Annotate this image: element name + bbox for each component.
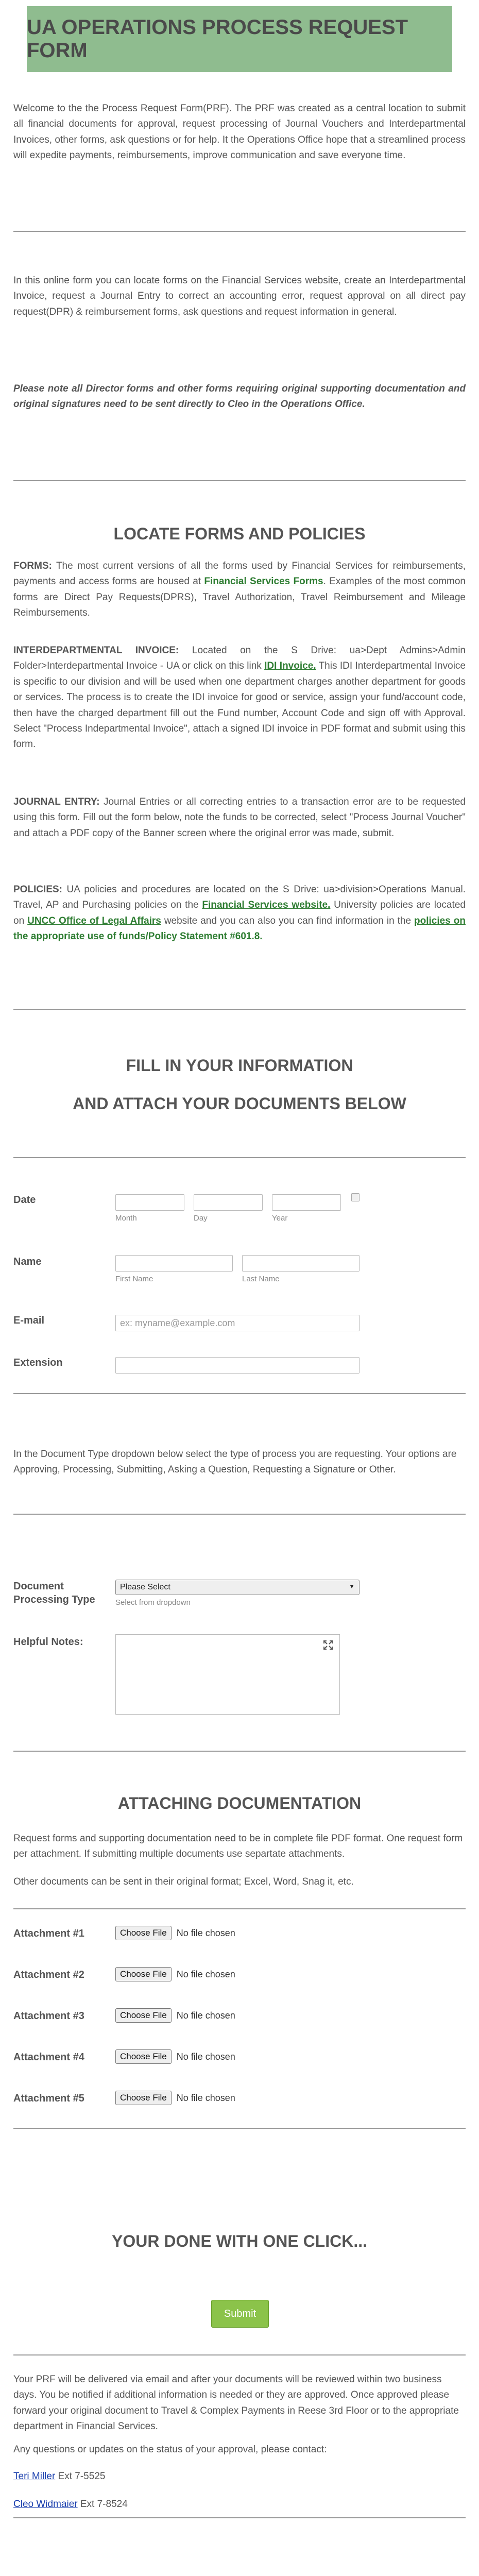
attachment-3-label: Attachment #3 xyxy=(13,2010,84,2022)
file-status: No file chosen xyxy=(176,2051,235,2062)
first-name-input[interactable] xyxy=(115,1255,233,1272)
year-sublabel: Year xyxy=(272,1214,288,1223)
choose-file-button[interactable]: Choose File xyxy=(115,2091,172,2105)
fill-heading: FILL IN YOUR INFORMATION xyxy=(126,1056,353,1075)
file-status: No file chosen xyxy=(176,2092,235,2103)
last-name-input[interactable] xyxy=(242,1255,360,1272)
idi-label: INTERDEPARTMENTAL INVOICE: xyxy=(13,645,179,656)
helpful-notes-label: Helpful Notes: xyxy=(13,1636,83,1648)
choose-file-button[interactable]: Choose File xyxy=(115,2008,172,2023)
locate-heading: LOCATE FORMS AND POLICIES xyxy=(113,524,366,543)
email-field[interactable]: ex: myname@example.com xyxy=(115,1315,360,1331)
forms-text-2: . Examples of the most common forms are Direct Pay Requests(DPRS), Travel Authorization, Travel Reimbursement and Mileage Reimbursements. xyxy=(13,576,466,619)
attaching-heading: ATTACHING DOCUMENTATION xyxy=(117,1794,362,1812)
helpful-notes-textarea[interactable] xyxy=(115,1634,340,1715)
extension-field[interactable] xyxy=(115,1357,360,1374)
attaching-paragraph-1: Request forms and supporting documentation need to be in complete file PDF format. One request form per attachment. If submitting multiple documents use separtate attachments. xyxy=(13,1833,463,1860)
year-input[interactable] xyxy=(272,1194,341,1211)
divider xyxy=(13,2354,466,2355)
attachment-1-label: Attachment #1 xyxy=(13,1928,84,1939)
attachment-3-row xyxy=(115,2008,235,2023)
attachment-2-label: Attachment #2 xyxy=(13,1969,84,1980)
day-input[interactable] xyxy=(194,1194,263,1211)
idi-invoice-link[interactable]: IDI Invoice. xyxy=(264,660,316,672)
submit-button[interactable]: Submit xyxy=(211,2300,269,2328)
attachment-2-row xyxy=(115,1967,235,1981)
journal-entry-paragraph xyxy=(13,794,466,841)
divider xyxy=(13,480,466,481)
last-name-sublabel: Last Name xyxy=(242,1275,280,1283)
attachment-5-row xyxy=(115,2091,235,2105)
form-title: UA OPERATIONS PROCESS REQUEST FORM xyxy=(27,16,408,62)
divider xyxy=(13,1514,466,1515)
calendar-icon[interactable] xyxy=(351,1193,360,1201)
online-paragraph: In this online form you can locate forms on the Financial Services website, create an Interdepartmental Invoice, request a Journal Entry to correct an accounting error, request approval on all direct pay request(DPR) & reimbursement forms, ask questions and request information in general. xyxy=(13,275,466,317)
teri-ext: Ext 7-5525 xyxy=(55,2471,106,2482)
day-sublabel: Day xyxy=(194,1214,208,1223)
month-sublabel: Month xyxy=(115,1214,137,1223)
journal-entry-label: JOURNAL ENTRY: xyxy=(13,796,100,807)
policy-statement-link[interactable]: policies on the appropriate use of funds/Policy Statement #601.8. xyxy=(13,915,466,942)
policies-label: POLICIES: xyxy=(13,884,63,895)
divider xyxy=(13,2517,466,2518)
financial-services-website-link[interactable]: Financial Services website. xyxy=(202,900,331,911)
extension-label: Extension xyxy=(13,1357,63,1368)
idi-text: Located on the S Drive: ua>Dept Admins>Admin Folder>Interdepartmental Invoice - UA or click on this link xyxy=(13,645,466,672)
policies-text: UA policies and procedures are located on the S Drive: ua>division>Operations Manual. Travel, AP and Purchasing policies on the xyxy=(13,884,466,911)
month-input[interactable] xyxy=(115,1194,184,1211)
policies-text-2: University policies are located on xyxy=(13,900,466,926)
policies-paragraph xyxy=(13,882,466,945)
attach-heading: AND ATTACH YOUR DOCUMENTS BELOW xyxy=(73,1094,406,1113)
chevron-down-icon: ▼ xyxy=(349,1583,355,1590)
divider xyxy=(13,231,466,232)
divider xyxy=(13,2128,466,2129)
forms-label: FORMS: xyxy=(13,561,52,571)
name-label: Name xyxy=(13,1256,42,1267)
divider xyxy=(13,1908,466,1909)
contact-intro: Any questions or updates on the status of your approval, please contact: xyxy=(13,2444,327,2455)
date-label: Date xyxy=(13,1194,36,1206)
file-status: No file chosen xyxy=(176,1969,235,1979)
divider xyxy=(13,1393,466,1394)
doctype-sublabel: Select from dropdown xyxy=(115,1598,191,1607)
document-type-selected: Please Select xyxy=(120,1583,170,1591)
doctype-label-line1: Document xyxy=(13,1581,64,1592)
choose-file-button[interactable]: Choose File xyxy=(115,2049,172,2064)
journal-entry-text: Journal Entries or all correcting entries to a transaction error are to be requested using this form. Fill out the form below, note the funds to be corrected, select "Process Journal Voucher" and attach a PDF copy of the Banner screen where the original error was made, submit. xyxy=(13,796,466,839)
doctype-label xyxy=(13,1580,95,1606)
contact-cleo xyxy=(13,2497,466,2512)
expand-icon[interactable] xyxy=(323,1640,333,1650)
contact-teri xyxy=(13,2469,466,2484)
attachment-4-row xyxy=(115,2049,235,2064)
divider xyxy=(13,1157,466,1158)
attachment-5-label: Attachment #5 xyxy=(13,2093,84,2104)
divider xyxy=(13,1009,466,1010)
doctype-intro: In the Document Type dropdown below select the type of process you are requesting. Your options are Approving, Processing, Submitting, Asking a Question, Requesting a Signature or Other. xyxy=(13,1449,457,1476)
intro-paragraph: Welcome to the the Process Request Form(PRF). The PRF was created as a central location to submit all financial documents for approval, request processing of Journal Vouchers and Interdepartmental Invoices, other forms, ask questions or for help. It the Operations Office hope that a streamlined process will expedite payments, reimbursements, improve communication and save everyone time. xyxy=(13,103,466,161)
done-heading: YOUR DONE WITH ONE CLICK... xyxy=(112,2232,367,2250)
policies-text-3: website and you can also you can find information in the xyxy=(161,915,415,926)
divider xyxy=(13,1751,466,1752)
document-type-select[interactable] xyxy=(115,1580,360,1595)
cleo-widmaier-link[interactable]: Cleo Widmaier xyxy=(13,2499,78,2510)
file-status: No file chosen xyxy=(176,2010,235,2021)
legal-affairs-link[interactable]: UNCC Office of Legal Affairs xyxy=(27,915,161,926)
doctype-label-line2: Processing Type xyxy=(13,1594,95,1605)
director-note: Please note all Director forms and other forms requiring original supporting documentation and original signatures need to be sent directly to Cleo in the Operations Office. xyxy=(13,383,466,410)
teri-miller-link[interactable]: Teri Miller xyxy=(13,2471,56,2482)
choose-file-button[interactable]: Choose File xyxy=(115,1967,172,1981)
closing-paragraph: Your PRF will be delivered via email and after your documents will be reviewed within two business days. You be notified if additional information is needed or they are approved. Once approved please forward your original document to Travel & Complex Payments in Reese 3rd Floor or to the appropriate department in Financial Services. xyxy=(13,2374,459,2432)
title-banner xyxy=(27,6,452,72)
forms-text: The most current versions of all the forms used by Financial Services for reimbursements, payments and access forms are housed at xyxy=(13,561,466,587)
forms-paragraph xyxy=(13,558,466,621)
email-label: E-mail xyxy=(13,1315,45,1326)
attachment-4-label: Attachment #4 xyxy=(13,2052,84,2063)
choose-file-button[interactable]: Choose File xyxy=(115,1926,172,1940)
attachment-1-row xyxy=(115,1926,235,1940)
cleo-ext: Ext 7-8524 xyxy=(77,2499,128,2510)
idi-text-2: This IDI Interdepartmental Invoice is specific to our division and will be used when one department charges another department for goods or services. The process is to create the IDI invoice for good or service, assign your fund/account code, then have the charged department fill out the Fund number, Account Code and sign off with Approval. Select "Process Indepartmental Invoice", attach a signed IDI invoice in PDF format and submit using this form. xyxy=(13,660,466,750)
first-name-sublabel: First Name xyxy=(115,1275,153,1283)
attaching-paragraph-2: Other documents can be sent in their original format; Excel, Word, Snag it, etc. xyxy=(13,1876,354,1887)
idi-paragraph xyxy=(13,643,466,753)
financial-services-forms-link[interactable]: Financial Services Forms xyxy=(204,576,323,587)
file-status: No file chosen xyxy=(176,1927,235,1938)
